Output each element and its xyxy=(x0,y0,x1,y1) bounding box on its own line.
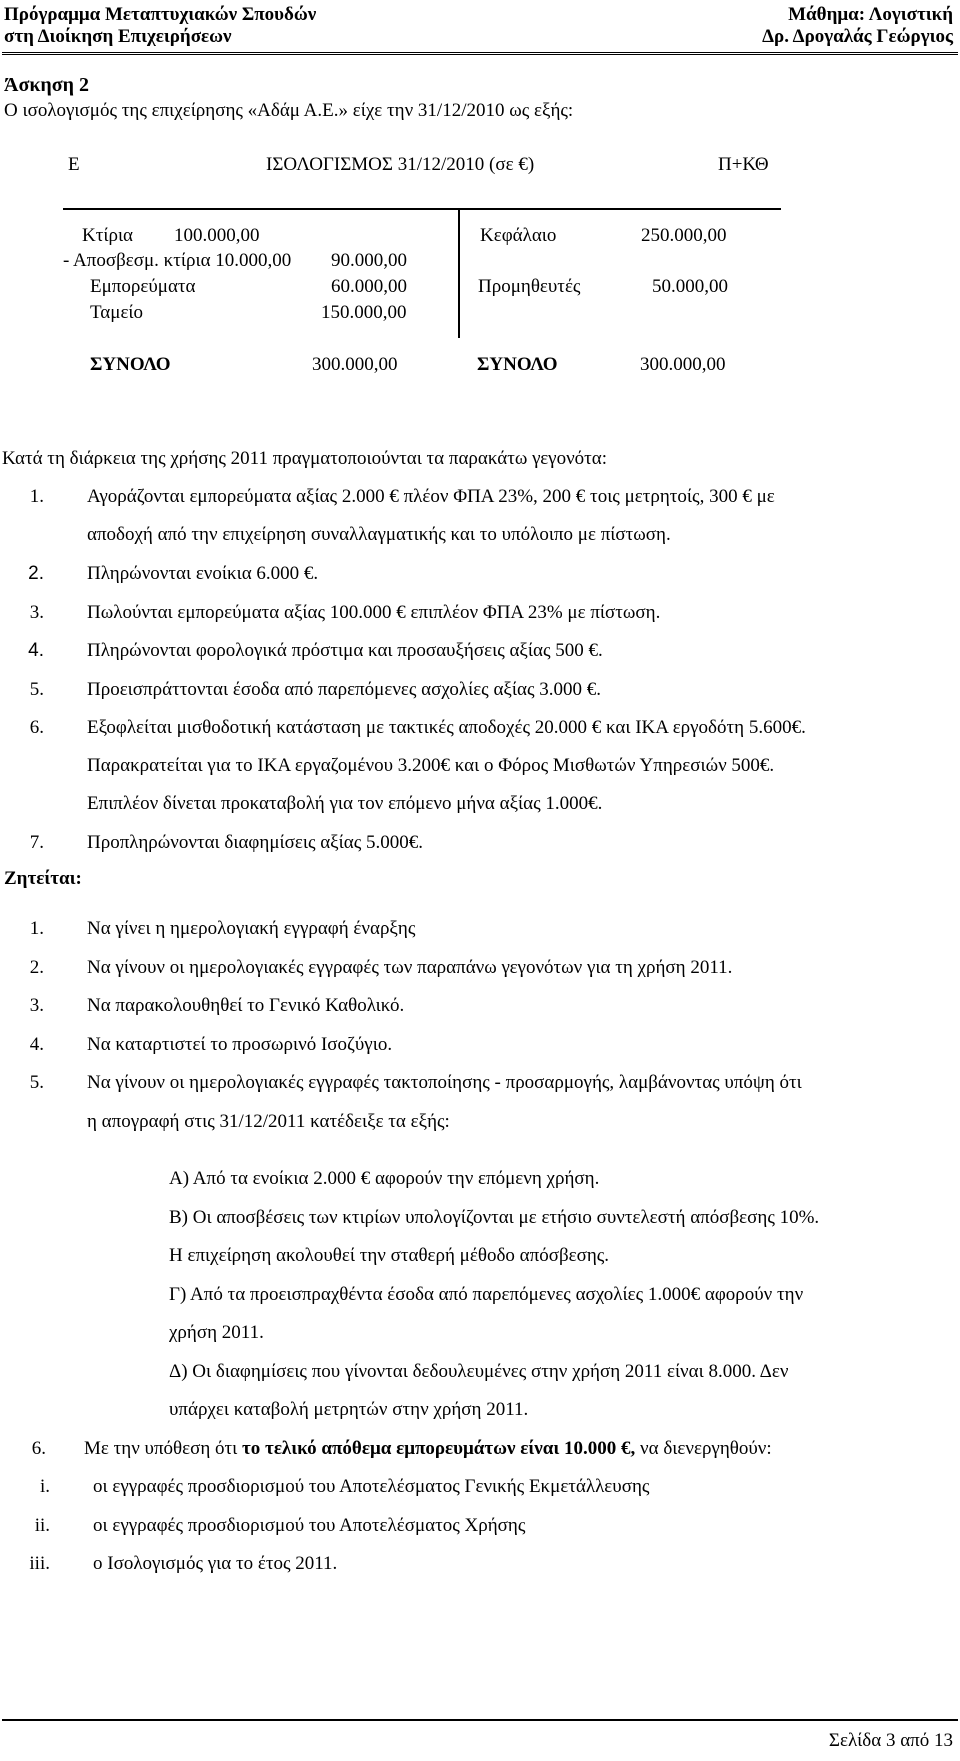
requirements-title: Ζητείται: xyxy=(4,868,82,889)
assets-buildings-value: 100.000,00 xyxy=(174,225,260,246)
event-text: Πωλούνται εμπορεύματα αξίας 100.000 € επιπλέον ΦΠΑ 23% με πίστωση. xyxy=(87,602,661,623)
requirement-text: Να γίνει η ημερολογιακή εγγραφή έναρξης xyxy=(87,918,416,939)
page-number: Σελίδα 3 από 13 xyxy=(828,1730,953,1751)
sub-item-text: ο Ισολογισμός για το έτος 2011. xyxy=(93,1553,338,1574)
header-rule xyxy=(2,52,958,55)
balance-center-rule xyxy=(458,210,460,338)
adjustment-a: Α) Από τα ενοίκια 2.000 € αφορούν την επόμενη χρήση. xyxy=(169,1168,600,1189)
event-text: Πληρώνονται ενοίκια 6.000 €. xyxy=(87,563,319,584)
event-number: 3. xyxy=(29,602,44,623)
event-text: Εξοφλείται μισθοδοτική κατάσταση με τακτικές αποδοχές 20.000 € και ΙΚΑ εργοδότη 5.600€. xyxy=(87,717,806,738)
liab-suppliers-label: Προμηθευτές xyxy=(478,276,581,297)
requirement-number: 2. xyxy=(29,957,44,978)
event-number: 4. xyxy=(28,640,44,661)
assets-net-buildings: 90.000,00 xyxy=(331,250,407,271)
adjustment-c-cont: χρήση 2011. xyxy=(169,1322,264,1343)
assets-merchandise-label: Εμπορεύματα xyxy=(90,276,196,297)
balance-title: ΙΣΟΛΟΓΙΣΜΟΣ 31/12/2010 (σε €) xyxy=(266,154,535,175)
liab-suppliers-value: 50.000,00 xyxy=(652,276,728,297)
sub-item-text: οι εγγραφές προσδιορισμού του Αποτελέσματος Γενικής Εκμετάλλευσης xyxy=(93,1476,650,1497)
requirement-6-suffix: να διενεργηθούν: xyxy=(635,1438,772,1459)
requirement-text: Να καταρτιστεί το προσωρινό Ισοζύγιο. xyxy=(87,1034,393,1055)
footer-rule xyxy=(2,1719,958,1721)
adjustment-d: Δ) Οι διαφημίσεις που γίνονται δεδουλευμένες στην χρήση 2011 είναι 8.000. Δεν xyxy=(169,1361,789,1382)
assets-total-value: 300.000,00 xyxy=(312,354,398,375)
exercise-title: Άσκηση 2 xyxy=(4,74,90,96)
event-text: Αγοράζονται εμπορεύματα αξίας 2.000 € πλέον ΦΠΑ 23%, 200 € τοις μετρητοίς, 300 € με xyxy=(87,486,775,507)
requirement-number: 5. xyxy=(29,1072,44,1093)
requirement-number: 6. xyxy=(31,1438,46,1459)
requirement-number: 4. xyxy=(29,1034,44,1055)
sub-item-number: iii. xyxy=(29,1553,50,1574)
event-text: Προπληρώνονται διαφημίσεις αξίας 5.000€. xyxy=(87,832,423,853)
assets-depreciation-label: - Αποσβεσμ. κτίρια 10.000,00 xyxy=(63,250,292,271)
sub-item-number: ii. xyxy=(34,1515,50,1536)
requirement-6-prefix: Με την υπόθεση ότι xyxy=(84,1438,243,1459)
header-left xyxy=(4,4,316,48)
event-number: 5. xyxy=(29,679,44,700)
assets-cash-value: 150.000,00 xyxy=(321,302,407,323)
liab-capital-value: 250.000,00 xyxy=(641,225,727,246)
instructor-name: Δρ. Δρογαλάς Γεώργιος xyxy=(762,26,953,47)
requirement-6-bold: το τελικό απόθεμα εμπορευμάτων είναι 10.000 €, xyxy=(242,1438,636,1459)
exercise-intro: Ο ισολογισμός της επιχείρησης «Αδάμ Α.Ε.» είχε την 31/12/2010 ως εξής: xyxy=(4,100,574,121)
event-number: 2. xyxy=(28,563,44,584)
adjustment-d-cont: υπάρχει καταβολή μετρητών στην χρήση 2011. xyxy=(169,1399,529,1420)
assets-merchandise-value: 60.000,00 xyxy=(331,276,407,297)
event-text: Πληρώνονται φορολογικά πρόστιμα και προσαυξήσεις αξίας 500 €. xyxy=(87,640,603,661)
liab-capital-label: Κεφάλαιο xyxy=(480,225,557,246)
program-subtitle: στη Διοίκηση Επιχειρήσεων xyxy=(4,26,232,47)
event-text-cont: Επιπλέον δίνεται προκαταβολή για τον επόμενο μήνα αξίας 1.000€. xyxy=(87,793,603,814)
liab-total-value: 300.000,00 xyxy=(640,354,726,375)
requirement-text: Να γίνουν οι ημερολογιακές εγγραφές των παραπάνω γεγονότων για τη χρήση 2011. xyxy=(87,957,733,978)
balance-left-header: Ε xyxy=(68,154,80,175)
requirement-text: Να παρακολουθηθεί το Γενικό Καθολικό. xyxy=(87,995,405,1016)
program-name: Πρόγραμμα Μεταπτυχιακών Σπουδών xyxy=(4,4,317,25)
adjustment-c: Γ) Από τα προεισπραχθέντα έσοδα από παρεπόμενες ασχολίες 1.000€ αφορούν την xyxy=(169,1284,804,1305)
adjustment-b: Β) Οι αποσβέσεις των κτιρίων υπολογίζονται με ετήσιο συντελεστή απόσβεσης 10%. xyxy=(169,1207,820,1228)
balance-right-header: Π+ΚΘ xyxy=(718,154,769,175)
event-number: 6. xyxy=(29,717,44,738)
header-right xyxy=(762,4,953,48)
page-header xyxy=(0,0,960,56)
balance-top-rule xyxy=(63,208,781,210)
adjustment-b-cont: Η επιχείρηση ακολουθεί την σταθερή μέθοδο απόσβεσης. xyxy=(169,1245,610,1266)
event-number: 1. xyxy=(29,486,44,507)
requirement-6-text xyxy=(84,1438,772,1460)
requirement-number: 1. xyxy=(29,918,44,939)
sub-item-text: οι εγγραφές προσδιορισμού του Αποτελέσματος Χρήσης xyxy=(93,1515,526,1536)
events-intro: Κατά τη διάρκεια της χρήσης 2011 πραγματοποιούνται τα παρακάτω γεγονότα: xyxy=(2,448,608,469)
sub-item-number: i. xyxy=(39,1476,50,1497)
assets-cash-label: Ταμείο xyxy=(90,302,144,323)
event-number: 7. xyxy=(29,832,44,853)
liab-total-label: ΣΥΝΟΛΟ xyxy=(477,354,558,375)
event-text-cont: Παρακρατείται για το ΙΚΑ εργαζομένου 3.200€ και ο Φόρος Μισθωτών Υπηρεσιών 500€. xyxy=(87,755,775,776)
event-text: Προεισπράττονται έσοδα από παρεπόμενες ασχολίες αξίας 3.000 €. xyxy=(87,679,601,700)
requirement-text: Να γίνουν οι ημερολογιακές εγγραφές τακτοποίησης - προσαρμογής, λαμβάνοντας υπόψη ότι xyxy=(87,1072,802,1093)
requirement-text-cont: η απογραφή στις 31/12/2011 κατέδειξε τα εξής: xyxy=(87,1111,450,1132)
course-name: Μάθημα: Λογιστική xyxy=(788,4,953,25)
assets-total-label: ΣΥΝΟΛΟ xyxy=(90,354,171,375)
event-text-cont: αποδοχή από την επιχείρηση συναλλαγματικής και το υπόλοιπο με πίστωση. xyxy=(87,524,671,545)
assets-buildings-label: Κτίρια xyxy=(82,225,134,246)
requirement-number: 3. xyxy=(29,995,44,1016)
